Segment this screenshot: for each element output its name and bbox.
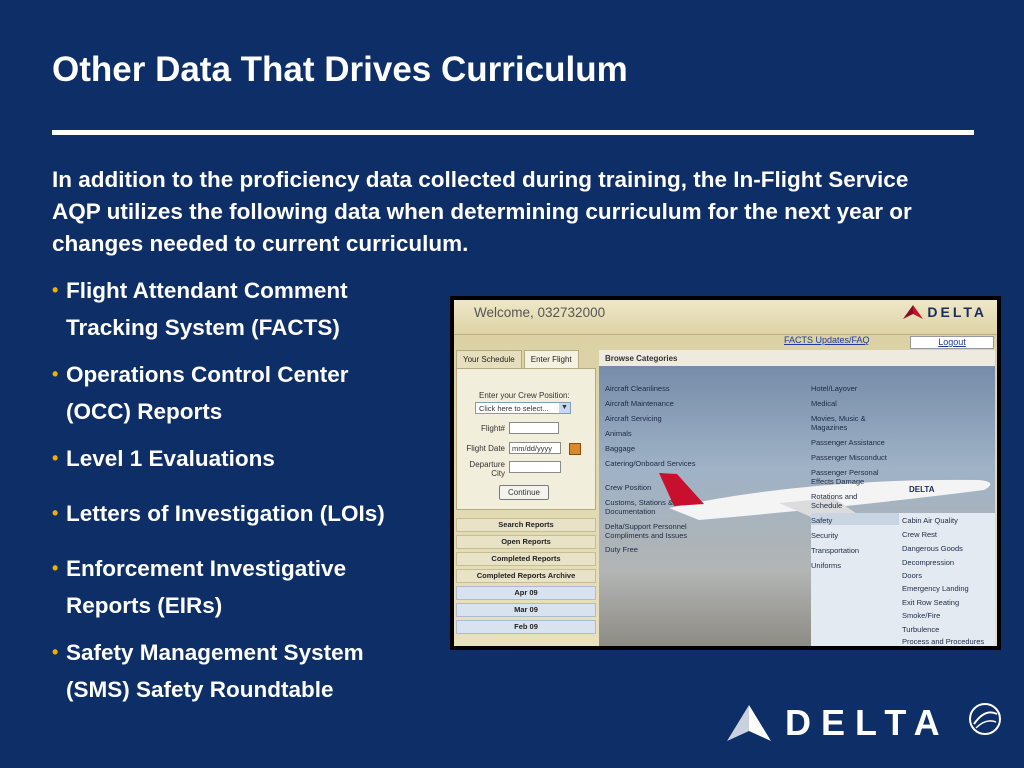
- category-link[interactable]: Medical: [811, 399, 837, 408]
- category-link[interactable]: Passenger Assistance: [811, 438, 885, 447]
- bullet-text: Letters of Investigation (LOIs): [66, 501, 385, 526]
- category-link[interactable]: Security: [811, 531, 839, 540]
- delta-widget-icon: [903, 305, 923, 319]
- archive-month-item[interactable]: Mar 09: [456, 603, 596, 617]
- continue-button[interactable]: Continue: [499, 485, 549, 500]
- intro-paragraph: In addition to the proficiency data collected during training, the In-Flight Service AQP utilizes the following data when determining curriculum for the next year or changes needed to current curriculum.: [52, 167, 912, 256]
- bullet-dot: •: [52, 558, 59, 578]
- slide-title: Other Data That Drives Curriculum: [52, 50, 628, 89]
- bullet-text: Flight Attendant Comment: [66, 278, 348, 303]
- bullet-text: Operations Control Center: [66, 362, 349, 387]
- flight-number-label: Flight#: [480, 424, 505, 433]
- crew-position-label: Enter your Crew Position:: [479, 391, 570, 400]
- bullet-text: Safety Management System: [66, 640, 364, 665]
- bullet-dot: •: [52, 503, 59, 523]
- completed-reports-archive-button[interactable]: Completed Reports Archive: [456, 569, 596, 583]
- bullet-list: [52, 272, 452, 708]
- flight-date-field[interactable]: mm/dd/yyyy: [509, 442, 561, 454]
- archive-month-item[interactable]: Apr 09: [456, 586, 596, 600]
- safety-subcategory-link[interactable]: Emergency Landing: [902, 584, 969, 593]
- category-link[interactable]: Delta/Support Personnel Compliments and Issues: [605, 522, 688, 540]
- category-link[interactable]: Aircraft Servicing: [605, 414, 662, 423]
- category-link[interactable]: Catering/Onboard Services: [605, 459, 696, 468]
- browse-categories-title: Browse Categories: [599, 350, 995, 366]
- top-links: [454, 334, 997, 348]
- category-link[interactable]: Baggage: [605, 444, 636, 453]
- bullet-text-cont: Reports (EIRs): [66, 593, 223, 618]
- safety-subcategory-link[interactable]: Smoke/Fire: [902, 611, 941, 620]
- bullet-text: Enforcement Investigative: [66, 556, 347, 581]
- skyteam-logo-icon: [966, 700, 1004, 738]
- tab-enter-flight[interactable]: Enter Flight: [524, 350, 579, 368]
- bullet-text-cont: (OCC) Reports: [66, 399, 223, 424]
- svg-text:DELTA: DELTA: [909, 485, 935, 494]
- safety-subcategory-link[interactable]: Dangerous Goods: [902, 544, 963, 553]
- delta-wordmark: DELTA: [785, 702, 950, 743]
- left-panel: [456, 350, 596, 646]
- facts-app-window: [454, 300, 997, 646]
- safety-subcategory-link[interactable]: Decompression: [902, 558, 955, 567]
- crew-select-value: Click here to select...: [479, 404, 549, 413]
- bullet-text-cont: (SMS) Safety Roundtable: [66, 677, 334, 702]
- search-reports-button[interactable]: Search Reports: [456, 518, 596, 532]
- category-link[interactable]: Passenger Misconduct: [811, 453, 887, 462]
- bullet-dot: •: [52, 364, 59, 384]
- tab-your-schedule[interactable]: Your Schedule: [456, 350, 522, 368]
- delta-wordmark: DELTA: [927, 304, 987, 320]
- category-link[interactable]: Customs, Stations & Documentation: [605, 498, 673, 516]
- flight-date-label: Flight Date: [466, 444, 505, 453]
- safety-subcategory-link[interactable]: Doors: [902, 571, 923, 580]
- welcome-message: Welcome, 032732000: [474, 305, 606, 320]
- category-link[interactable]: Movies, Music & Magazines: [811, 414, 866, 432]
- bullet-item: [52, 634, 452, 708]
- category-link[interactable]: Hotel/Layover: [811, 384, 858, 393]
- calendar-icon[interactable]: [569, 443, 581, 455]
- category-link[interactable]: Aircraft Cleanliness: [605, 384, 670, 393]
- bullet-item: [52, 495, 452, 532]
- bullet-dot: •: [52, 642, 59, 662]
- facts-faq-link[interactable]: FACTS Updates/FAQ: [784, 335, 870, 345]
- category-link[interactable]: Duty Free: [605, 545, 638, 554]
- browse-categories-panel: [599, 350, 995, 646]
- departure-city-label: Departure: [469, 460, 505, 469]
- bullet-text: Level 1 Evaluations: [66, 446, 275, 471]
- category-link[interactable]: Rotations and Schedule: [811, 492, 858, 510]
- archive-month-item[interactable]: Feb 09: [456, 620, 596, 634]
- title-divider: [52, 130, 974, 135]
- completed-reports-button[interactable]: Completed Reports: [456, 552, 596, 566]
- category-link[interactable]: Aircraft Maintenance: [605, 399, 674, 408]
- flight-number-field[interactable]: [509, 422, 559, 434]
- chevron-down-icon: ▼: [559, 403, 570, 413]
- bullet-item: [52, 550, 452, 624]
- bullet-text-cont: Tracking System (FACTS): [66, 315, 340, 340]
- safety-subcategory-link[interactable]: Turbulence: [902, 625, 940, 634]
- tab-bar: [456, 350, 596, 368]
- bullet-dot: •: [52, 280, 59, 300]
- category-link[interactable]: Uniforms: [811, 561, 842, 570]
- report-list: [456, 518, 596, 634]
- delta-logo: [903, 304, 987, 320]
- welcome-bar: [454, 300, 997, 335]
- departure-city-field[interactable]: [509, 461, 561, 473]
- facts-app-screenshot: [450, 296, 1001, 650]
- bullet-item: [52, 272, 452, 346]
- delta-widget-icon: [727, 705, 771, 741]
- crew-position-select[interactable]: [475, 402, 571, 414]
- category-link[interactable]: Crew Position: [605, 483, 652, 492]
- logout-link[interactable]: Logout: [910, 336, 994, 349]
- category-link[interactable]: Transportation: [811, 546, 860, 555]
- safety-subcategory-link[interactable]: Exit Row Seating: [902, 598, 960, 607]
- delta-logo: [727, 702, 950, 744]
- bullet-dot: •: [52, 448, 59, 468]
- bullet-item: [52, 440, 452, 477]
- enter-flight-form: [456, 368, 596, 510]
- category-link[interactable]: Passenger Personal Effects Damage: [811, 468, 879, 486]
- bullet-item: [52, 356, 452, 430]
- safety-subcategory-link[interactable]: Cabin Air Quality: [902, 516, 958, 525]
- safety-subcategory-link[interactable]: Crew Rest: [902, 530, 938, 539]
- open-reports-button[interactable]: Open Reports: [456, 535, 596, 549]
- departure-city-label-2: City: [491, 469, 505, 478]
- category-link-safety[interactable]: Safety: [811, 516, 833, 525]
- category-link[interactable]: Animals: [605, 429, 632, 438]
- safety-subcategory-link[interactable]: Process and Procedures: [902, 637, 985, 646]
